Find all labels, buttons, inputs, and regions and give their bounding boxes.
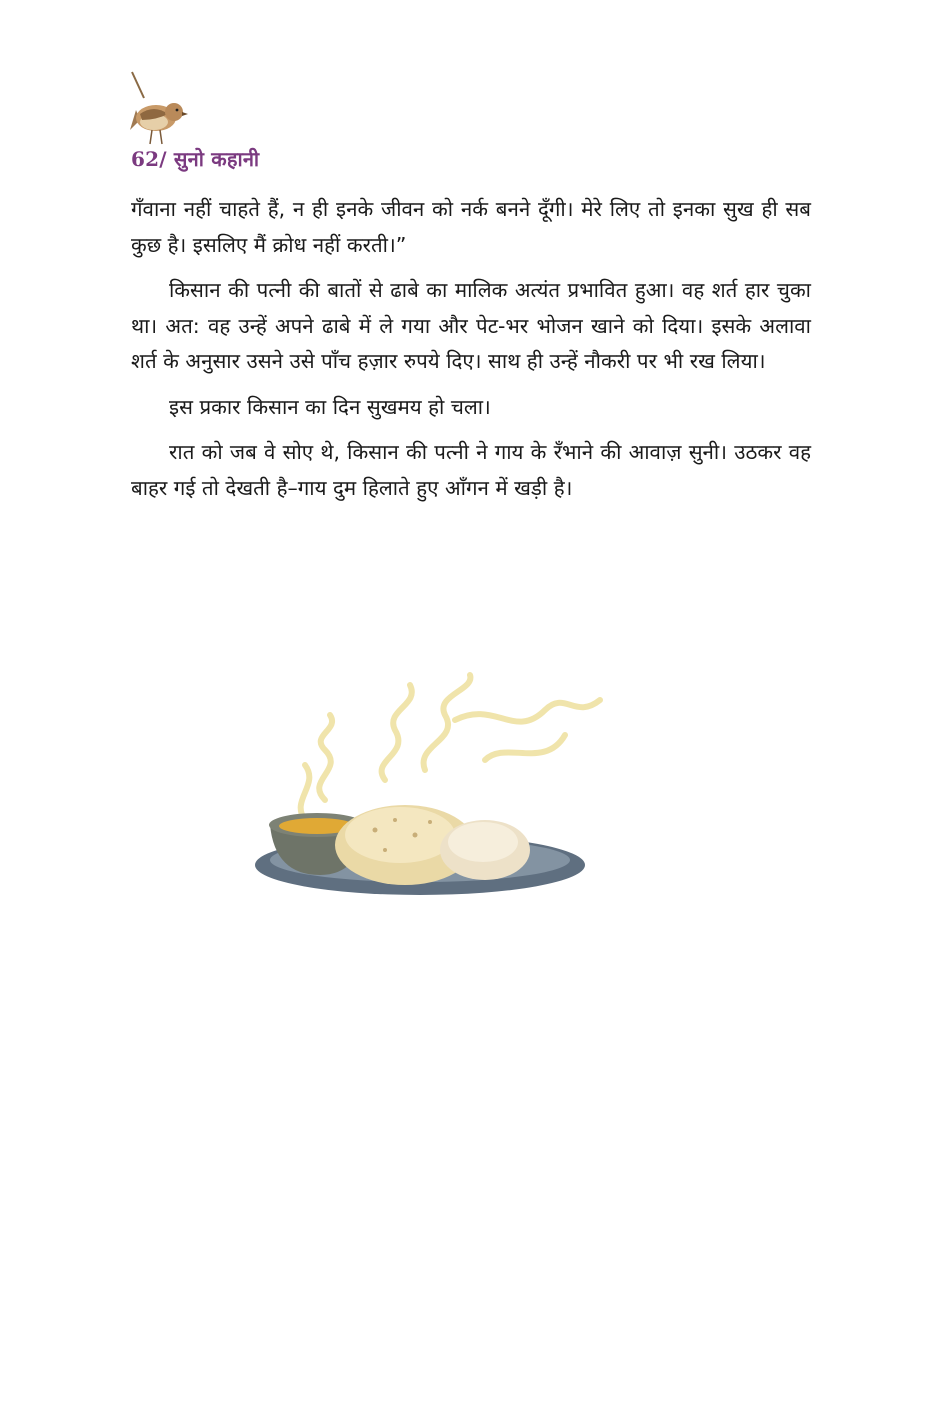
paragraph-4: रात को जब वे सोए थे, किसान की पत्नी ने गाय के रँभाने की आवाज़ सुनी। उठकर वह बाहर गई तो देखती है–गाय दुम हिलाते हुए आँगन में खड़ी है।	[131, 440, 811, 500]
paragraph-2: किसान की पत्नी की बातों से ढाबे का मालिक अत्यंत प्रभावित हुआ। वह शर्त हार चुका था। अत: वह उन्हें अपने ढाबे में ले गया और पेट-भर भोजन खाने को दिया। इसके अलावा शर्त के अनुसार उसने उसे पाँच हज़ार रुपये दिए। साथ ही उन्हें नौकरी पर भी रख लिया।	[131, 278, 811, 373]
page-header: 62/ सुनो कहानी	[131, 147, 260, 171]
paragraph-1: गँवाना नहीं चाहते हैं, न ही इनके जीवन को नर्क बनने दूँगी। मेरे लिए तो इनका सुख ही सब कुछ है। इसलिए मैं क्रोध नहीं करती।”	[131, 197, 811, 257]
sparrow-icon	[126, 70, 188, 148]
food-plate-illustration	[245, 660, 605, 905]
paragraph-3: इस प्रकार किसान का दिन सुखमय हो चला।	[169, 394, 491, 419]
story-text	[131, 192, 811, 516]
